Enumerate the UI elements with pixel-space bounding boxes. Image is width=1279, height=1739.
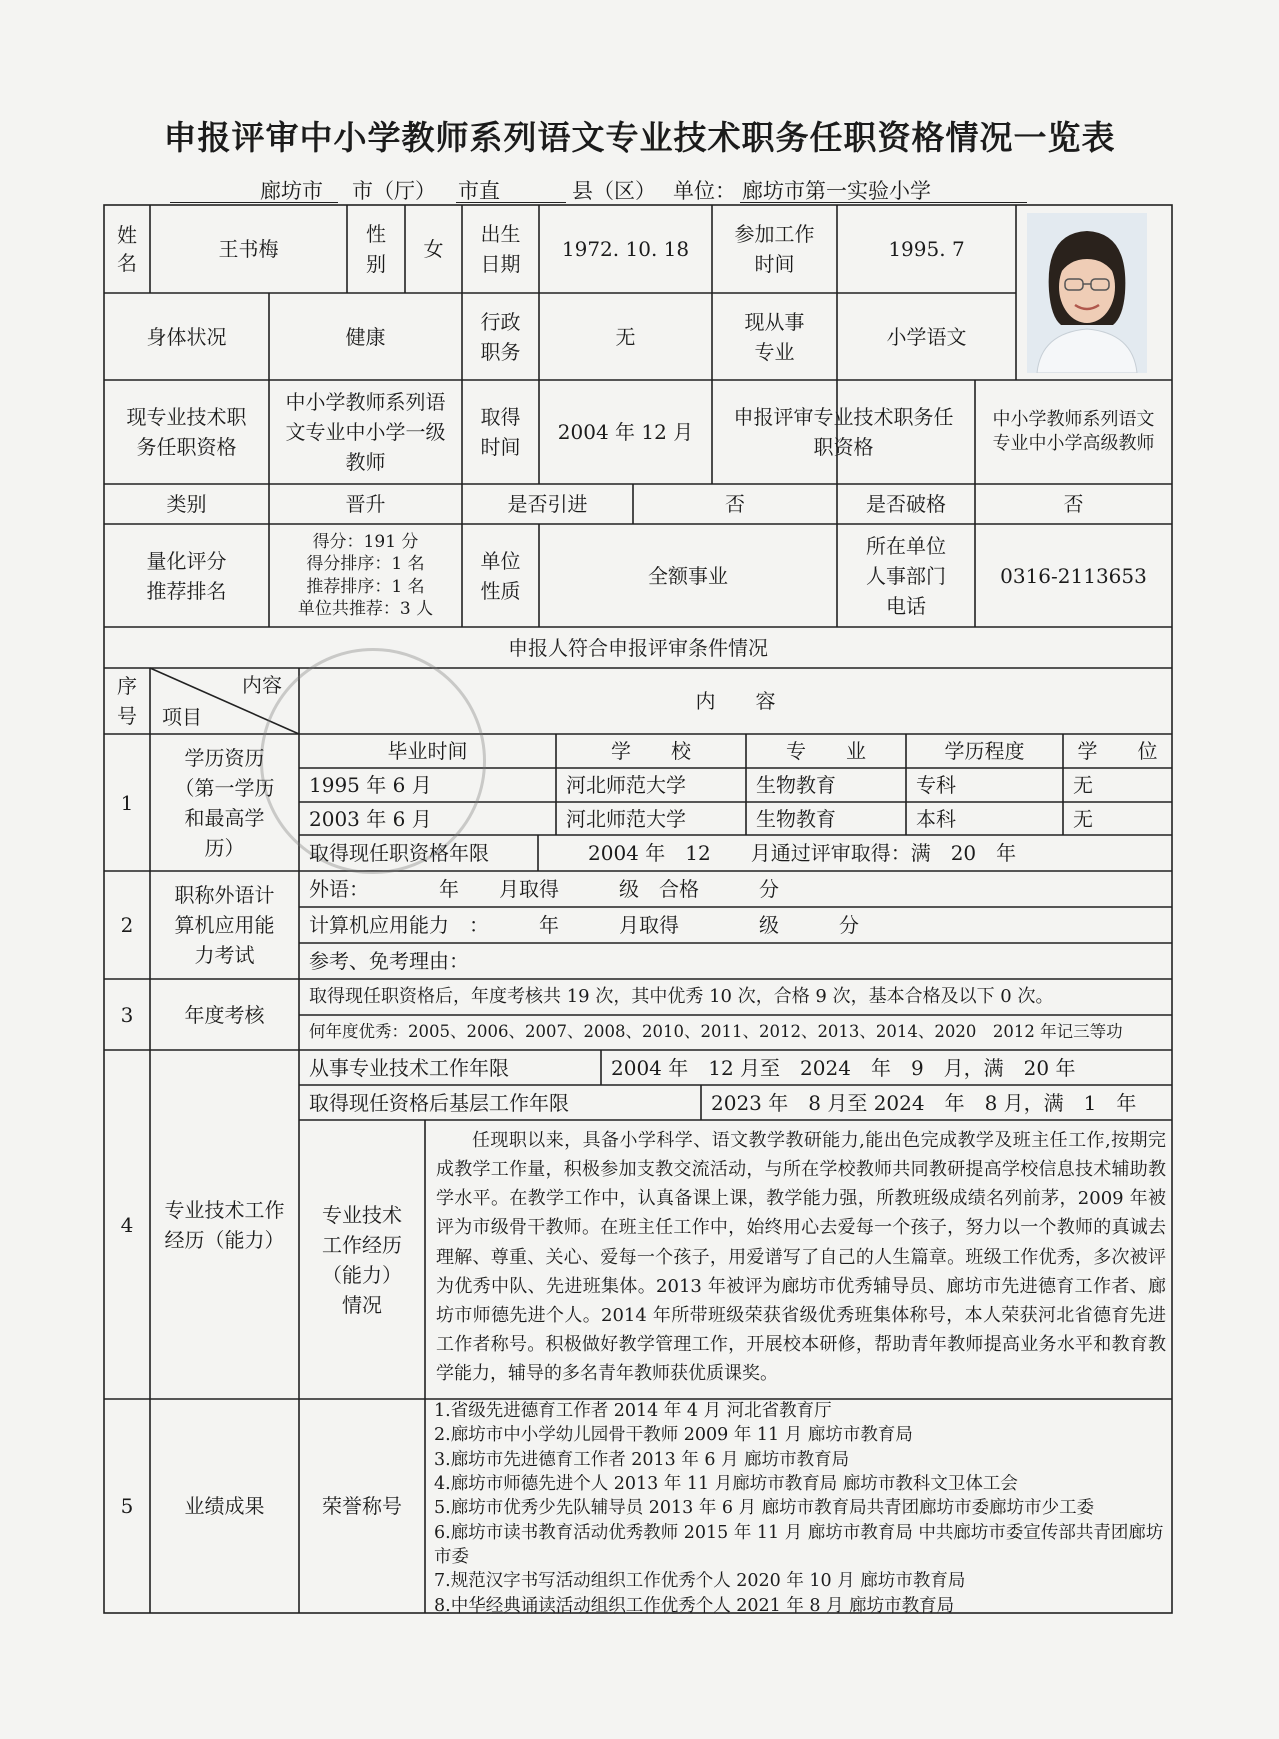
current-title-label: 现专业技术职务任职资格 xyxy=(126,405,247,459)
col-seq-header: 序号 xyxy=(117,674,137,728)
hr-phone-label: 所在单位人事部门电话 xyxy=(866,533,946,618)
section-4-item: 专业技术工作经历（能力） xyxy=(164,1197,285,1252)
section-2-item: 职称外语计算机应用能力考试 xyxy=(174,883,275,967)
section-5-item: 业绩成果 xyxy=(184,1494,265,1518)
exception-value: 否 xyxy=(1063,492,1084,516)
qual-years-label: 取得现任职资格年限 xyxy=(309,841,489,865)
score-rank-values xyxy=(269,524,462,627)
health-label: 身体状况 xyxy=(146,324,227,349)
health-value: 健康 xyxy=(345,324,386,349)
exception-label: 是否破格 xyxy=(866,492,946,516)
apply-title-value: 中小学教师系列语文专业中小学高级教师 xyxy=(992,408,1155,454)
honor-item: 8.中华经典诵读活动组织工作优秀个人 2021 年 8 月 廊坊市教育局 xyxy=(434,1595,955,1616)
current-title-value: 中小学教师系列语文专业中小学一级教师 xyxy=(285,390,446,474)
page-title: 申报评审中小学教师系列语文专业技术职务任职资格情况一览表 xyxy=(163,118,1116,157)
birth-label: 出生日期 xyxy=(480,222,521,276)
edu-row-degree: 无 xyxy=(1073,773,1093,797)
edu-row-time: 1995 年 6 月 xyxy=(309,773,432,797)
honors-label: 荣誉称号 xyxy=(322,1494,402,1518)
honor-item: 6.廊坊市读书教育活动优秀教师 2015 年 11 月 廊坊市教育局 中共廊坊市委宣传部共青团廊坊市委 xyxy=(434,1522,1164,1567)
birth-value: 1972. 10. 18 xyxy=(561,237,690,261)
gender-value: 女 xyxy=(423,237,444,261)
edu-row-level: 本科 xyxy=(916,806,956,831)
section-1-item: 学历资历（第一学历和最高学历） xyxy=(174,745,275,860)
honor-item: 3.廊坊市先进德育工作者 2013 年 6 月 廊坊市教育局 xyxy=(434,1449,850,1470)
grassroots-years-label: 取得现任资格后基层工作年限 xyxy=(309,1090,569,1115)
apply-title-label: 申报评审专业技术职务任职资格 xyxy=(733,405,954,459)
obtain-time-value: 2004 年 12 月 xyxy=(557,420,694,444)
name-value: 王书梅 xyxy=(218,237,279,261)
edu-row-school: 河北师范大学 xyxy=(566,773,686,797)
score-line: 得分：191 分 xyxy=(312,532,419,553)
conditions-header: 申报人符合申报评审条件情况 xyxy=(508,635,768,660)
col-content-header: 内 容 xyxy=(695,689,776,713)
edu-row-major: 生物教育 xyxy=(756,773,836,797)
edu-row-level: 专科 xyxy=(916,773,956,797)
unit-nature-label: 单位性质 xyxy=(480,548,521,603)
section-4-num: 4 xyxy=(120,1212,134,1237)
introduced-label: 是否引进 xyxy=(507,492,588,516)
applicant-photo xyxy=(1027,213,1147,373)
section-3-item: 年度考核 xyxy=(184,1002,265,1027)
score-rank-label: 量化评分推荐排名 xyxy=(146,548,227,603)
score-line: 得分排序：1 名 xyxy=(306,554,425,575)
work-years-label: 从事专业技术工作年限 xyxy=(309,1055,509,1080)
honor-item: 5.廊坊市优秀少先队辅导员 2013 年 6 月 廊坊市教育局共青团廊坊市委廊坊市少工委 xyxy=(434,1498,1095,1519)
score-line: 推荐排序：1 名 xyxy=(306,576,425,597)
section-5-num: 5 xyxy=(120,1494,134,1518)
edu-header-major: 专 业 xyxy=(786,739,866,763)
work-start-label: 参加工作时间 xyxy=(734,222,815,276)
name-label: 姓名 xyxy=(117,223,137,275)
work-years-value: 2004 年 12 月至 2024 年 9 月，满 20 年 xyxy=(611,1055,1076,1080)
experience-sub-label: 专业技术工作经历（能力）情况 xyxy=(322,1202,402,1317)
type-label: 类别 xyxy=(166,492,207,516)
edu-header-degree: 学 位 xyxy=(1077,739,1158,763)
introduced-value: 否 xyxy=(725,492,745,516)
edu-header-school: 学 校 xyxy=(611,739,691,763)
section-3-num: 3 xyxy=(120,1002,134,1027)
header-unit: 廊坊市第一实验小学 xyxy=(742,179,931,203)
admin-value: 无 xyxy=(615,324,636,349)
header-county-suffix: 县（区） xyxy=(572,179,656,203)
computer-skill-line: 计算机应用能力 ： 年 月取得 级 分 xyxy=(309,913,859,937)
excellent-years: 何年度优秀：2005、2006、2007、2008、2010、2011、2012、2013、2014、2020 2012 年记三等功 xyxy=(309,1022,1123,1042)
foreign-language-line: 外语： 年 月取得 级 合格 分 xyxy=(309,877,779,901)
score-line: 单位共推荐：3 人 xyxy=(297,598,434,619)
header-city-suffix: 市（厅） xyxy=(352,179,436,203)
edu-row-school: 河北师范大学 xyxy=(566,806,686,831)
exemption-reason-line: 参考、免考理由： xyxy=(309,949,469,973)
edu-row-time: 2003 年 6 月 xyxy=(309,806,432,831)
col-content-diag: 内容 xyxy=(242,673,282,697)
hr-phone-value: 0316-2113653 xyxy=(1000,563,1147,588)
gender-label: 性别 xyxy=(366,222,386,276)
honors-list xyxy=(434,1399,1174,1618)
header-city: 廊坊市 xyxy=(260,179,323,203)
edu-header-time: 毕业时间 xyxy=(387,739,468,763)
obtain-time-label: 取得时间 xyxy=(480,405,521,459)
work-start-value: 1995. 7 xyxy=(888,237,965,261)
type-value: 晋升 xyxy=(345,492,386,516)
admin-label: 行政职务 xyxy=(480,309,521,364)
annual-review-summary: 取得现任职资格后，年度考核共 19 次，其中优秀 10 次，合格 9 次，基本合格及以下 0 次。 xyxy=(309,985,1054,1007)
header-unit-label: 单位： xyxy=(673,179,736,203)
edu-row-degree: 无 xyxy=(1073,806,1093,831)
col-item-header: 项目 xyxy=(162,705,202,729)
major-label: 现从事专业 xyxy=(744,309,805,364)
major-value: 小学语文 xyxy=(886,324,967,349)
honor-item: 4.廊坊市师德先进个人 2013 年 11 月廊坊市教育局 廊坊市教科文卫体工会 xyxy=(434,1473,1018,1494)
header-county: 市直 xyxy=(458,179,500,203)
grassroots-years-value: 2023 年 8 月至 2024 年 8 月，满 1 年 xyxy=(711,1090,1137,1115)
edu-header-level: 学历程度 xyxy=(944,739,1025,763)
edu-row-major: 生物教育 xyxy=(756,806,836,831)
experience-paragraph: 任现职以来，具备小学科学、语文教学教研能力,能出色完成教学及班主任工作,按期完成教学工作量，积极参加支教交流活动，与所在学校教师共同教研提高学校信息技术辅助教学水平。在教学工作中，认真备课上课，教学能力强，所教班级成绩名列前茅，2009 年被评为市级骨干教师。在班主任工作中，始终用心去爱每一个孩子，努力以一个教师的真诚去理解、尊重、关心、爱每一个孩子，用爱谱写了自己的人生篇章。班级工作优秀，多次被评为优秀中队、先进班集体。2013 年被评为廊坊市优秀辅导员、廊坊市先进德育工作者、廊坊市师德先进个人。2014 年所带班级荣获省级优秀班集体称号，本人荣获河北省德育先进工作者称号。积极做好教学管理工作，开展校本研修，帮助青年教师提高业务水平和教育教学能力，辅导的多名青年教师获优质课奖。 xyxy=(436,1130,1166,1385)
unit-nature-value: 全额事业 xyxy=(648,563,728,588)
qual-years-value: 2004 年 12 月通过评审取得：满 20 年 xyxy=(588,841,1017,865)
section-1-num: 1 xyxy=(120,790,134,815)
section-2-num: 2 xyxy=(120,913,134,937)
honor-item: 2.廊坊市中小学幼儿园骨干教师 2009 年 11 月 廊坊市教育局 xyxy=(434,1425,913,1446)
honor-item: 7.规范汉字书写活动组织工作优秀个人 2020 年 10 月 廊坊市教育局 xyxy=(434,1571,966,1592)
honor-item: 1.省级先进德育工作者 2014 年 4 月 河北省教育厅 xyxy=(434,1401,832,1421)
